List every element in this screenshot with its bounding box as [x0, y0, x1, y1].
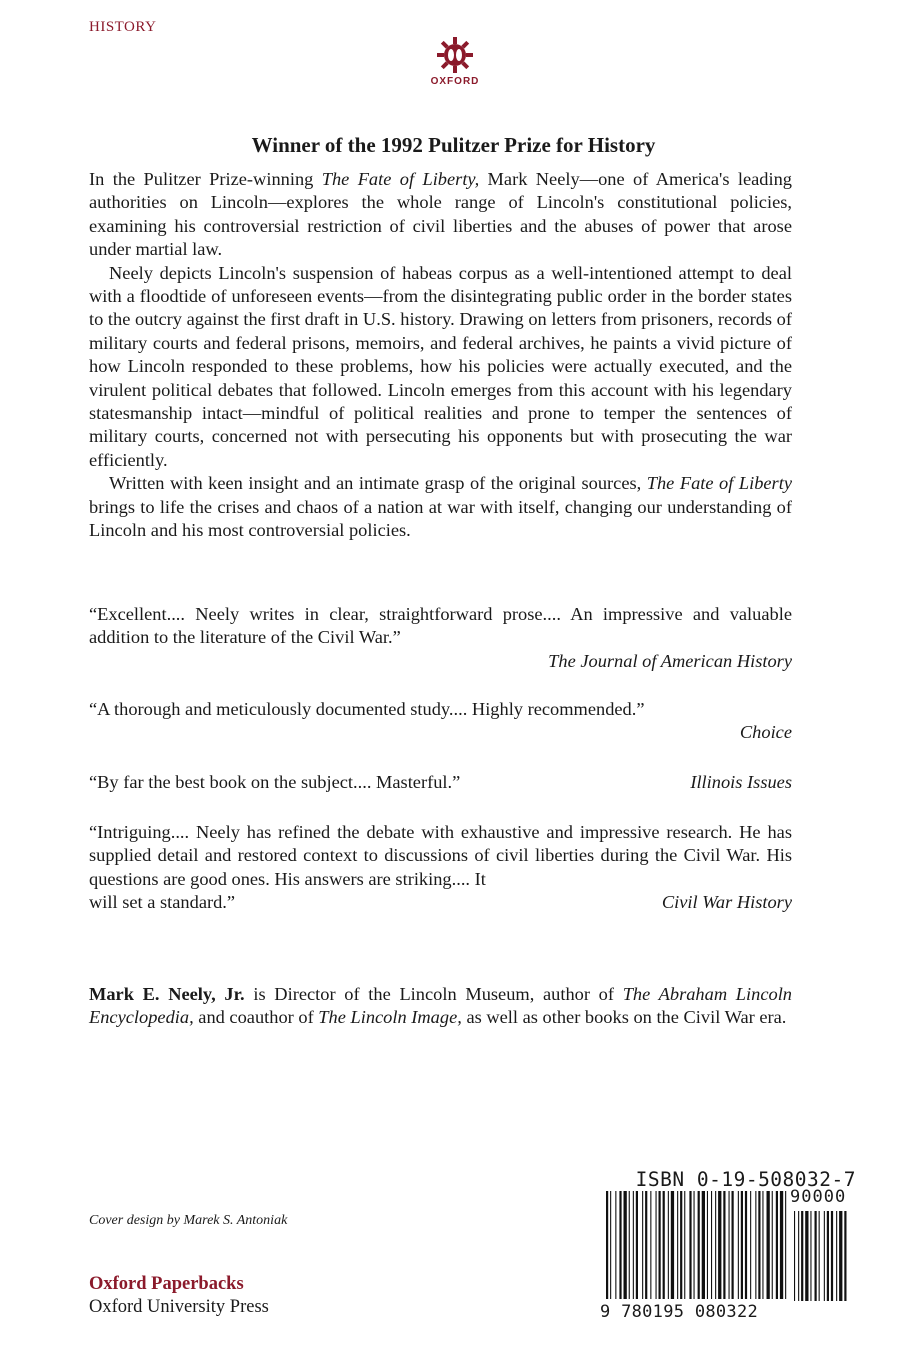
review-text: “A thorough and meticulously documented study.... Highly recommended.” [89, 699, 645, 719]
barcode-bar [711, 1191, 712, 1299]
description-paragraph-2: Neely depicts Lincoln's suspension of habeas corpus as a well-intentioned attempt to deal with a floodtide of unforeseen events—from the disintegrating public order in the border states to the outcry against the first draft in U.S. history. Drawing on letters from prisoners, records of military courts and federal prisons, memoirs, and federal archives, he paints a vivid picture of how Lincoln responded to these problems, how his policies were actually executed, and the virulent political debates that followed. Lincoln emerges from this account with his legendary statesmanship intact—mindful of political realities and prone to temper the sentences of military courts, concerned not with persecuting his opponents but with prosecuting the war efficiently. [89, 262, 792, 470]
barcode-bar [668, 1191, 669, 1299]
barcode-bar [738, 1191, 739, 1299]
cover-credit: Cover design by Marek S. Antoniak [89, 1213, 288, 1228]
barcode-bar [680, 1191, 682, 1299]
headline: Winner of the 1992 Pulitzer Prize for History [251, 133, 656, 157]
barcode-bar [636, 1191, 638, 1299]
barcode-bar [715, 1191, 716, 1299]
book-title: The Fate of Liberty [646, 473, 792, 494]
barcode-bar [741, 1191, 743, 1299]
category-label: HISTORY [89, 19, 157, 35]
barcode-bar [718, 1191, 721, 1299]
addon-bar [839, 1211, 842, 1301]
barcode-bar [732, 1191, 734, 1299]
barcode-bar [755, 1191, 756, 1299]
barcode-bar [615, 1191, 616, 1299]
barcode-bar [650, 1191, 651, 1299]
addon-bar [844, 1211, 846, 1301]
barcode-bar [745, 1191, 747, 1299]
barcode-bar [689, 1191, 691, 1299]
review-quote [89, 698, 792, 745]
description [89, 168, 792, 543]
review-text: “By far the best book on the subject.... Masterful.” [89, 772, 461, 792]
book-title: The Lincoln Image, [318, 1007, 462, 1028]
addon-bar [819, 1211, 820, 1301]
barcode-bar [707, 1191, 708, 1299]
barcode-bar [762, 1191, 763, 1299]
barcode-bar [610, 1191, 611, 1299]
barcode-bar [758, 1191, 760, 1299]
barcode-bar [659, 1191, 661, 1299]
addon-bar [824, 1211, 825, 1301]
addon-bar [815, 1211, 817, 1301]
barcode-bar [624, 1191, 627, 1299]
author-name: Mark E. Neely, Jr. [89, 984, 245, 1004]
description-paragraph-1: In the Pulitzer Prize-winning The Fate of Liberty, Mark Neely—one of America's leading authorities on Lincoln—explores the whole range of Lincoln's constitutional policies, examining his controversial restriction of civil liberties and the abuses of power that arose under martial law. [89, 169, 792, 260]
barcode-bar [729, 1191, 730, 1299]
barcode-bar [606, 1191, 608, 1299]
imprint-publisher: Oxford University Press [89, 1297, 269, 1317]
review-quote [89, 821, 792, 915]
price-code: 90000 [790, 1187, 847, 1207]
oxford-sun-logo-icon [435, 35, 475, 75]
barcode-bar [780, 1191, 783, 1299]
barcode-bar [723, 1191, 725, 1299]
barcode-bar [619, 1191, 621, 1299]
ean-number: 9 780195 080322 [600, 1302, 759, 1322]
barcode-bar [671, 1191, 674, 1299]
isbn-label: ISBN 0-19-508032-7 [635, 1168, 856, 1191]
barcode-bar [677, 1191, 678, 1299]
review-text: “Excellent.... Neely writes in clear, straightforward prose.... An impressive and valuable addition to the literature of the Civil War.” [89, 604, 792, 648]
barcode-bar [656, 1191, 657, 1299]
barcode-bar [772, 1191, 773, 1299]
barcode-bar [645, 1191, 647, 1299]
barcode-bar [684, 1191, 685, 1299]
review-text-end: will set a standard.” [89, 892, 236, 913]
barcode-bar [776, 1191, 778, 1299]
review-source: Civil War History [661, 892, 792, 913]
addon-bar [810, 1211, 811, 1301]
review-text: “Intriguing.... Neely has refined the debate with exhaustive and impressive research. He has supplied detail and restored context to discussions of civil liberties during the Civil War. His questions are good ones. His answers are striking.... It [89, 822, 792, 889]
publisher-logo [415, 35, 495, 87]
review-source: Illinois Issues [690, 772, 792, 792]
addon-bar [794, 1211, 795, 1301]
addon-bar [831, 1211, 833, 1301]
barcode-bar [767, 1191, 770, 1299]
review-last-line [89, 891, 792, 914]
barcode-icon [604, 1191, 859, 1303]
description-paragraph-3: Written with keen insight and an intimate grasp of the original sources, The Fate of Liberty brings to life the crises and chaos of a nation at war with itself, changing our understanding of Lincoln and his most controversial policies. [89, 473, 792, 541]
book-title: The Fate of Liberty, [321, 169, 480, 189]
barcode-bar [750, 1191, 751, 1299]
imprint-series: Oxford Paperbacks [89, 1274, 244, 1294]
barcode-bar [694, 1191, 695, 1299]
review-source: The Journal of American History [548, 650, 792, 671]
addon-bar [801, 1211, 803, 1301]
barcode-bar [629, 1191, 630, 1299]
barcode-bar [702, 1191, 705, 1299]
book-title: The Abraham Lincoln Encyclopedia, [89, 984, 792, 1028]
review-source: Choice [739, 722, 792, 743]
barcode-bar [698, 1191, 700, 1299]
logo-wordmark: OXFORD [430, 76, 480, 87]
barcode-bar [633, 1191, 634, 1299]
author-bio: Mark E. Neely, Jr. is Director of the Lincoln Museum, author of The Abraham Lincoln Encyclopedia, and coauthor of The Lincoln Image, as well as other books on the Civil War era. [89, 984, 792, 1028]
addon-bar [798, 1211, 799, 1301]
addon-bar [836, 1211, 837, 1301]
barcode-bar [663, 1191, 665, 1299]
barcode-bar [642, 1191, 643, 1299]
addon-bar [827, 1211, 829, 1301]
review-quote [89, 771, 792, 794]
addon-bar [805, 1211, 808, 1301]
barcode-bar [785, 1191, 786, 1299]
review-quote [89, 603, 792, 673]
